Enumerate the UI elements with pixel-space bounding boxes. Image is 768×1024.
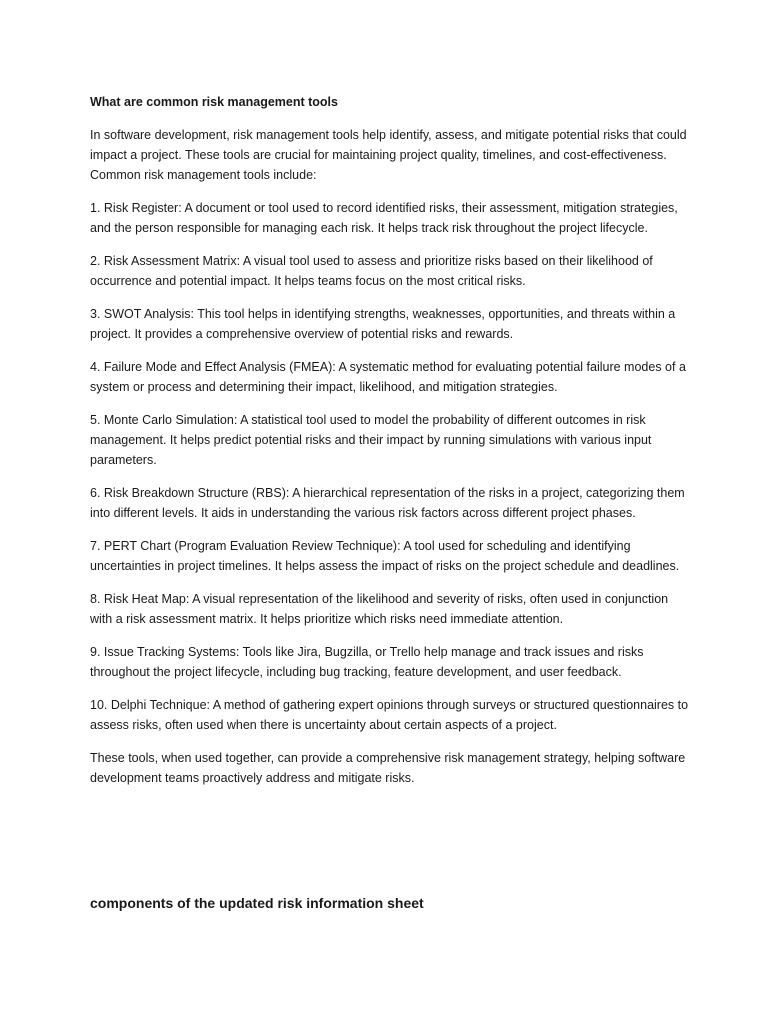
list-item-delphi-technique: 10. Delphi Technique: A method of gathering expert opinions through surveys or structured questionnaires to assess risks, often used when there is uncertainty about certain aspects of a project. [90, 698, 689, 732]
list-item-monte-carlo: 5. Monte Carlo Simulation: A statistical tool used to model the probability of different outcomes in risk management. It helps predict potential risks and their impact by running simulations with various input parameters. [90, 413, 652, 467]
conclusion-paragraph: These tools, when used together, can provide a comprehensive risk management strategy, helping software development teams proactively address and mitigate risks. [90, 751, 686, 785]
list-item-risk-register: 1. Risk Register: A document or tool used to record identified risks, their assessment, mitigation strategies, and the person responsible for managing each risk. It helps track risk throughout the project lifecycle. [90, 201, 678, 235]
document-body [90, 93, 690, 801]
list-item-rbs: 6. Risk Breakdown Structure (RBS): A hierarchical representation of the risks in a project, categorizing them into different levels. It aids in understanding the various risk factors across different project phases. [90, 486, 685, 520]
document-title: What are common risk management tools [90, 95, 338, 109]
list-item-issue-tracking: 9. Issue Tracking Systems: Tools like Jira, Bugzilla, or Trello help manage and track issues and risks throughout the project lifecycle, including bug tracking, feature development, and user feedback. [90, 645, 644, 679]
list-item-risk-heat-map: 8. Risk Heat Map: A visual representation of the likelihood and severity of risks, often used in conjunction with a risk assessment matrix. It helps prioritize which risks need immediate attention. [90, 592, 669, 626]
section-heading: components of the updated risk information sheet [90, 895, 424, 911]
list-item-swot-analysis: 3. SWOT Analysis: This tool helps in identifying strengths, weaknesses, opportunities, and threats within a project. It provides a comprehensive overview of potential risks and rewards. [90, 307, 676, 341]
list-item-pert-chart: 7. PERT Chart (Program Evaluation Review Technique): A tool used for scheduling and identifying uncertainties in project timelines. It helps assess the impact of risks on the project schedule and deadlines. [90, 539, 680, 573]
list-item-risk-assessment-matrix: 2. Risk Assessment Matrix: A visual tool used to assess and prioritize risks based on their likelihood of occurrence and potential impact. It helps teams focus on the most critical risks. [90, 254, 653, 288]
list-item-fmea: 4. Failure Mode and Effect Analysis (FMEA): A systematic method for evaluating potential failure modes of a system or process and determining their impact, likelihood, and mitigation strategies. [90, 360, 686, 394]
intro-paragraph: In software development, risk management tools help identify, assess, and mitigate potential risks that could impact a project. These tools are crucial for maintaining project quality, timelines, and cost-effectiveness. Common risk management tools include: [90, 128, 687, 182]
